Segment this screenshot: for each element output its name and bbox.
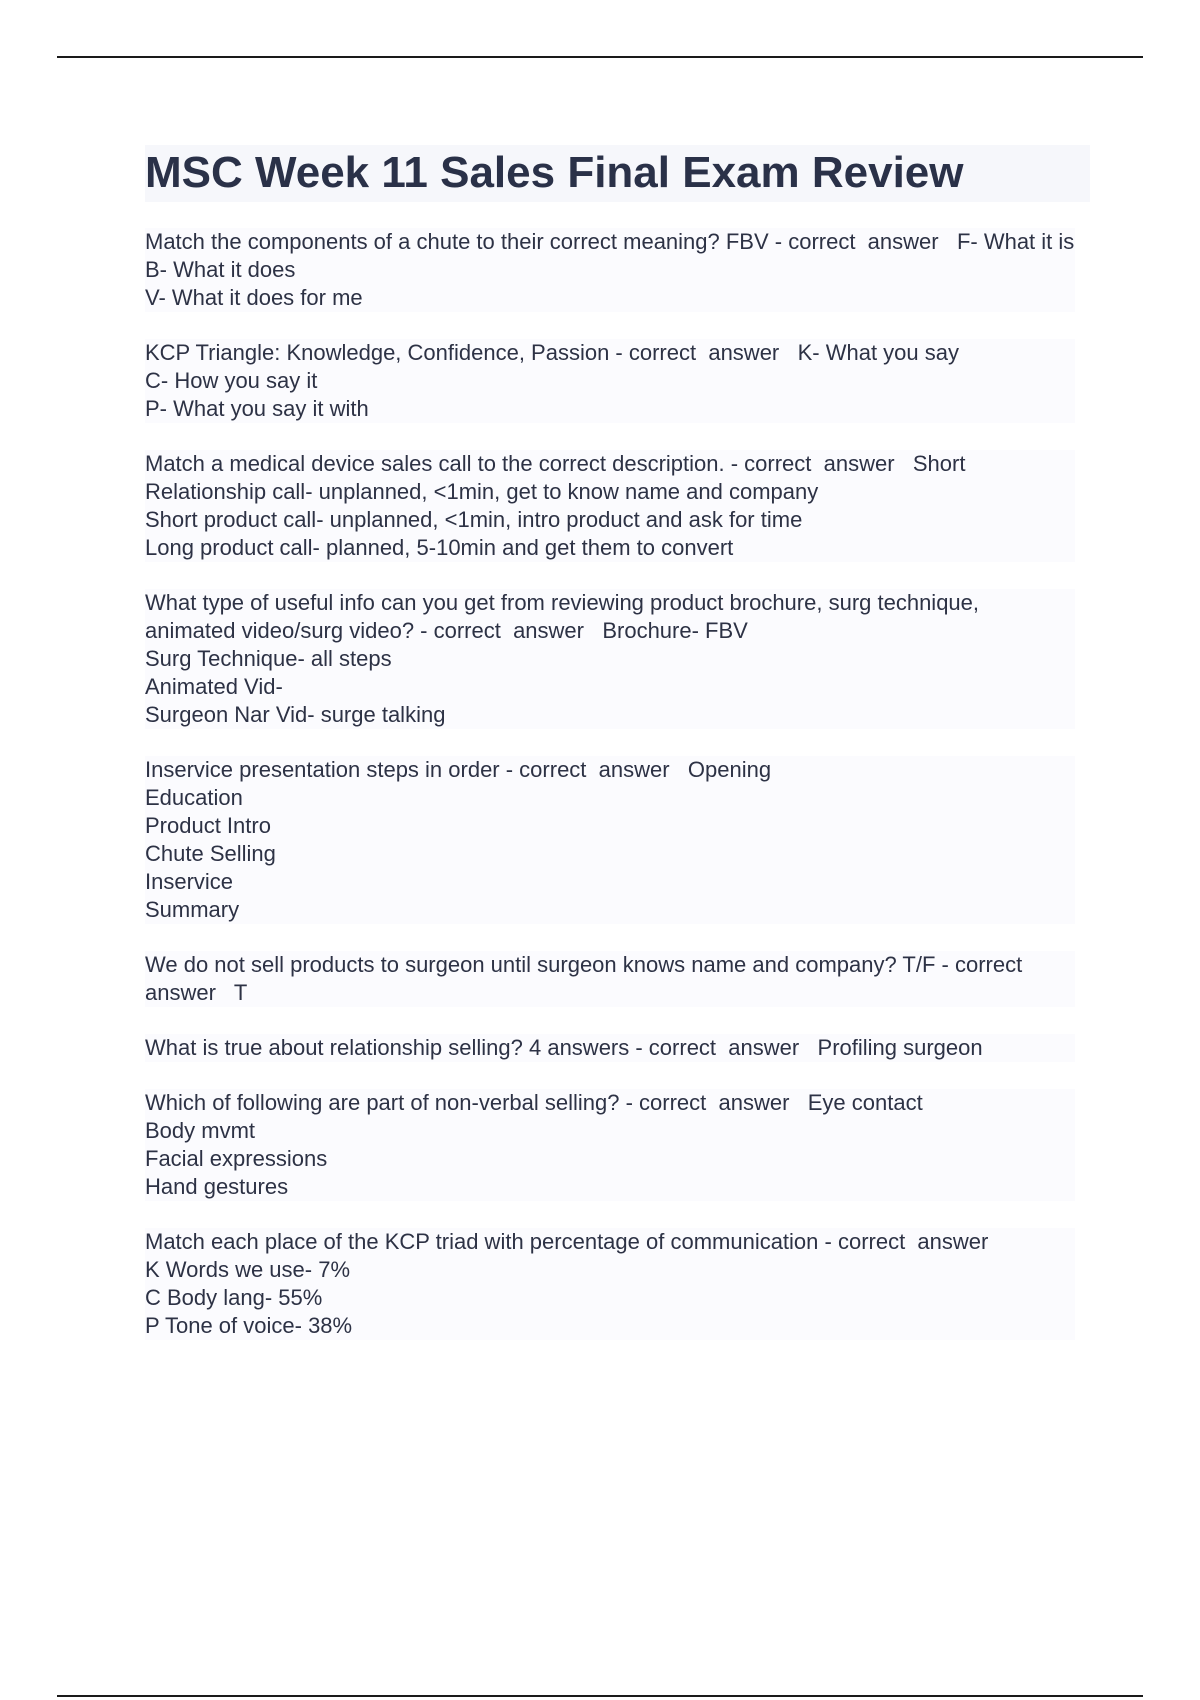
qa-answer-line: Short product call- unplanned, <1min, intro product and ask for time (145, 507, 803, 532)
qa-question: What is true about relationship selling? 4 answers - correct answer (145, 1035, 818, 1060)
qa-question-line (145, 589, 1075, 645)
top-rule (57, 56, 1143, 58)
qa-question-line (145, 756, 1075, 784)
qa-item (145, 1089, 1075, 1201)
qa-question-line (145, 951, 1075, 1007)
qa-answer-line: C Body lang- 55% (145, 1285, 323, 1310)
qa-question-line (145, 1228, 1075, 1256)
qa-item (145, 228, 1075, 312)
qa-answer: K- What you say (797, 340, 959, 365)
qa-answer: T (233, 980, 248, 1005)
qa-question-line (145, 1089, 1075, 1117)
qa-answer-line: Product Intro (145, 813, 271, 838)
qa-question-line (145, 339, 1075, 367)
qa-item (145, 589, 1075, 729)
bottom-rule (57, 1695, 1143, 1697)
qa-question: Match the components of a chute to their correct meaning? FBV - correct answer (145, 229, 957, 254)
title-block (145, 145, 1090, 202)
qa-answer: Short Relationship call- unplanned, <1min, get to know name and company (145, 451, 972, 504)
qa-answer: Opening (687, 757, 772, 782)
qa-answer-line: Animated Vid- (145, 674, 283, 699)
qa-question: Inservice presentation steps in order - correct answer (145, 757, 688, 782)
qa-answer-line: K Words we use- 7% (145, 1257, 351, 1282)
qa-question: Match a medical device sales call to the correct description. - correct answer (145, 451, 913, 476)
qa-question-line (145, 450, 1075, 506)
qa-answer-line: P- What you say it with (145, 396, 369, 421)
qa-answer: Eye contact (807, 1090, 923, 1115)
qa-question: Match each place of the KCP triad with percentage of communication - correct answer (145, 1229, 989, 1254)
qa-item (145, 951, 1075, 1007)
qa-question: Which of following are part of non-verbal selling? - correct answer (145, 1090, 808, 1115)
qa-answer-line: Body mvmt (145, 1118, 256, 1143)
qa-question-line (145, 228, 1075, 256)
qa-answer-line: Inservice (145, 869, 234, 894)
qa-question: We do not sell products to surgeon until surgeon knows name and company? T/F - correct answer (145, 952, 1035, 1005)
qa-answer-line: Surgeon Nar Vid- surge talking (145, 702, 446, 727)
qa-answer-line: Chute Selling (145, 841, 276, 866)
qa-answer-line: B- What it does (145, 257, 296, 282)
qa-answer: F- What it is (956, 229, 1075, 254)
qa-answer: Profiling surgeon (817, 1035, 983, 1060)
qa-answer-line: Hand gestures (145, 1174, 289, 1199)
qa-item (145, 339, 1075, 423)
qa-item (145, 756, 1075, 924)
qa-answer-line: Long product call- planned, 5-10min and get them to convert (145, 535, 734, 560)
qa-question: KCP Triangle: Knowledge, Confidence, Passion - correct answer (145, 340, 798, 365)
qa-answer-line: Summary (145, 897, 240, 922)
qa-answer-line: Facial expressions (145, 1146, 328, 1171)
qa-item (145, 1034, 1075, 1062)
qa-answer-line: Education (145, 785, 243, 810)
document-body (145, 145, 1090, 1367)
qa-question-line (145, 1034, 1075, 1062)
qa-answer-line: P Tone of voice- 38% (145, 1313, 353, 1338)
qa-question: What type of useful info can you get from reviewing product brochure, surg technique, animated video/surg video? - correct answer (145, 590, 986, 643)
qa-answer: Brochure- FBV (602, 618, 748, 643)
qa-item (145, 450, 1075, 562)
page-title: MSC Week 11 Sales Final Exam Review (145, 148, 964, 197)
qa-answer-line: C- How you say it (145, 368, 318, 393)
qa-answer-line: Surg Technique- all steps (145, 646, 392, 671)
qa-list (145, 228, 1090, 1340)
qa-answer-line: V- What it does for me (145, 285, 363, 310)
qa-item (145, 1228, 1075, 1340)
